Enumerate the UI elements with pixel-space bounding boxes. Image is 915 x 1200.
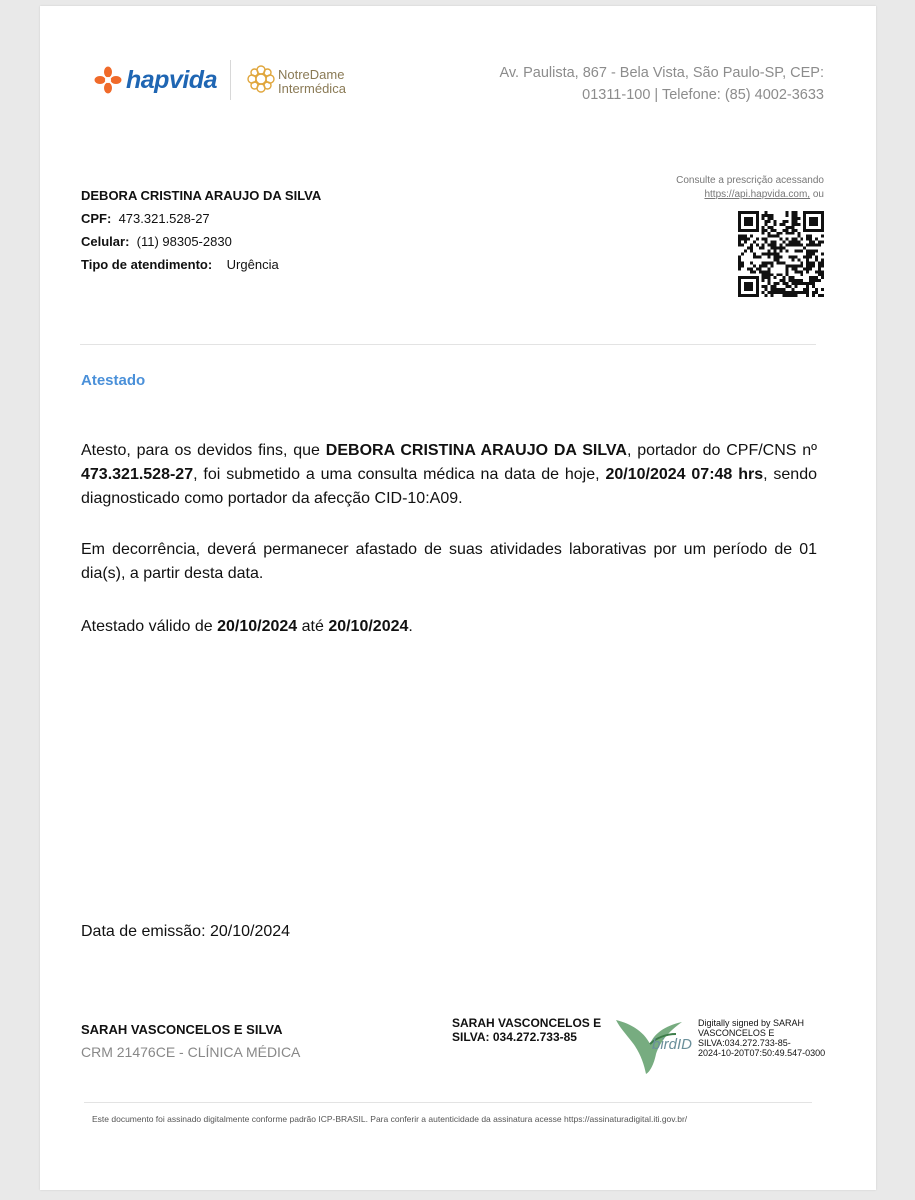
address-line2: 01311-100 | Telefone: (85) 4002-3633 — [582, 87, 824, 103]
certificate-paragraph-2: Em decorrência, deverá permanecer afastado de suas atividades laborativas por um período de 01 dia(s), a partir desta data. — [81, 541, 817, 582]
address-line1: Av. Paulista, 867 - Bela Vista, São Paulo-SP, CEP: — [499, 65, 824, 81]
p3-text-b: até — [297, 618, 329, 635]
p1-patient-name: DEBORA CRISTINA ARAUJO DA SILVA — [325, 442, 627, 459]
p3-text-c: . — [408, 618, 413, 635]
prescription-consult — [676, 174, 824, 202]
hapvida-flower-logo-icon — [94, 66, 122, 94]
consult-link[interactable]: https://api.hapvida.com, — [704, 189, 811, 200]
digital-line2: VASCONCELOS E — [698, 1028, 775, 1038]
notredame-logo-text — [278, 68, 346, 96]
consult-suffix: ou — [810, 189, 824, 200]
signature-name-block — [452, 1016, 617, 1044]
document-page — [40, 6, 876, 1190]
p1-text-c: , foi submetido a uma consulta médica na data de hoje, — [193, 466, 606, 483]
valid-from: 20/10/2024 — [217, 618, 298, 635]
p1-datetime: 20/10/2024 07:48 hrs — [605, 466, 764, 483]
cpf-label: CPF: — [81, 211, 112, 226]
digital-signature-info — [698, 1018, 858, 1058]
emission-date: Data de emissão: 20/10/2024 — [81, 923, 291, 940]
notredame-line1: NotreDame — [278, 67, 345, 82]
doctor-name: SARAH VASCONCELOS E SILVA — [81, 1022, 283, 1037]
section-divider — [80, 344, 816, 345]
birdid-text: birdID — [652, 1036, 693, 1053]
notredame-line2: Intermédica — [278, 81, 346, 96]
footer-divider — [84, 1102, 812, 1103]
p1-text-b: , portador do CPF/CNS nº — [626, 442, 817, 459]
service-label: Tipo de atendimento: — [81, 257, 213, 272]
clinic-address — [444, 62, 824, 106]
patient-service-row — [81, 257, 279, 272]
digital-line3: SILVA:034.272.733-85- — [698, 1038, 791, 1048]
phone-label: Celular: — [81, 234, 130, 249]
certificate-paragraph-3 — [81, 615, 817, 639]
service-value: Urgência — [226, 257, 279, 272]
notredame-emblem-icon — [246, 64, 276, 94]
cpf-value: 473.321.528-27 — [118, 211, 210, 226]
signature-line1: SARAH VASCONCELOS E — [452, 1016, 602, 1030]
patient-cpf-row — [81, 211, 210, 226]
signature-line2: SILVA: 034.272.733-85 — [452, 1030, 577, 1044]
doctor-crm: CRM 21476CE - CLÍNICA MÉDICA — [81, 1044, 301, 1060]
p1-text-d: , sendo diagnosticado como portador da afecção CID-10:A09. — [81, 466, 818, 507]
p1-text-a: Atesto, para os devidos fins, que — [81, 442, 326, 459]
footer-note: Este documento foi assinado digitalmente conforme padrão ICP-BRASIL. Para conferir a autenticidade da assinatura acesse https://assinaturadigital.iti.gov.br/ — [92, 1114, 688, 1124]
p3-text-a: Atestado válido de — [81, 618, 218, 635]
certificate-paragraph-1 — [81, 439, 817, 511]
hapvida-logo-text: hapvida — [126, 66, 217, 94]
qr-code-icon[interactable] — [738, 211, 824, 297]
consult-text: Consulte a prescrição acessando — [676, 175, 824, 186]
certificate-title: Atestado — [81, 372, 146, 389]
digital-line1: Digitally signed by SARAH — [698, 1018, 805, 1028]
valid-to: 20/10/2024 — [328, 618, 409, 635]
digital-line4: 2024-10-20T07:50:49.547-0300 — [698, 1048, 826, 1058]
logo-divider — [230, 60, 231, 100]
phone-value: (11) 98305-2830 — [136, 234, 232, 249]
patient-name: DEBORA CRISTINA ARAUJO DA SILVA — [81, 188, 322, 203]
p1-cpf: 473.321.528-27 — [81, 466, 194, 483]
patient-phone-row — [81, 234, 232, 249]
